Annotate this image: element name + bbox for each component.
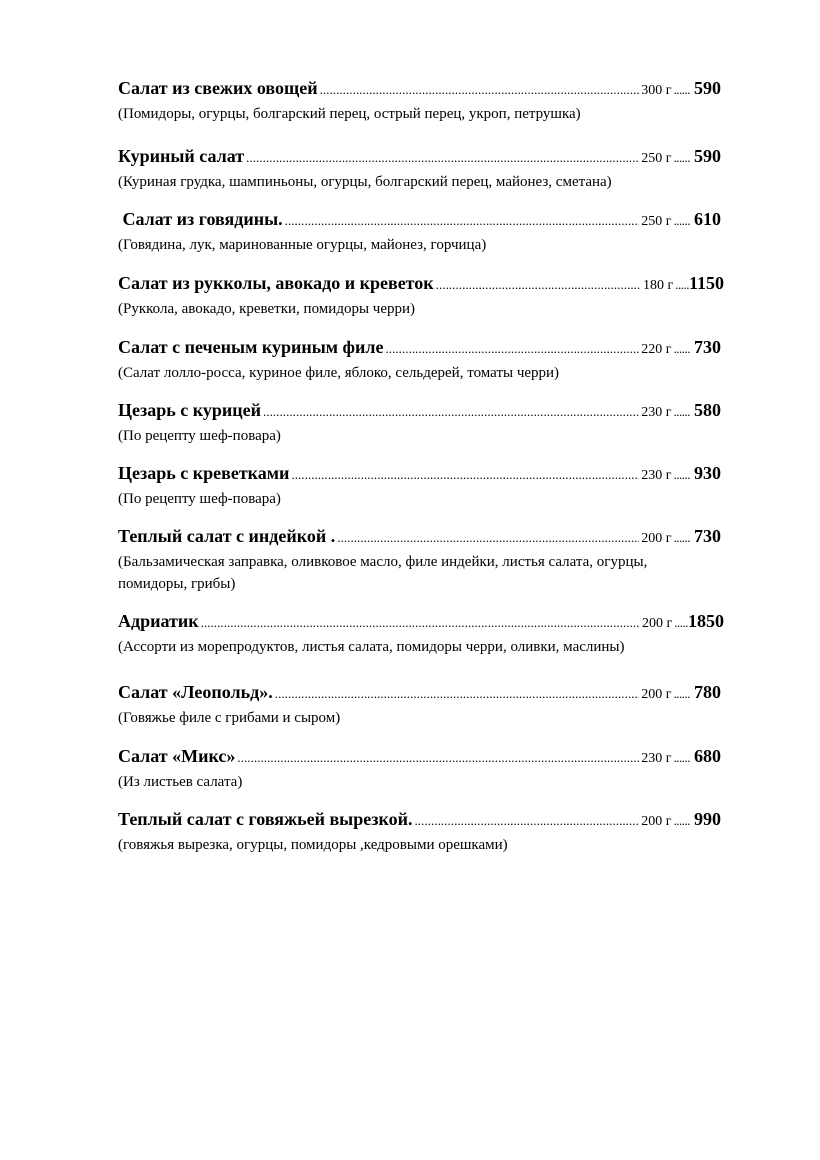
dish-price: 580 xyxy=(694,400,721,420)
dot-leader-short: ..... xyxy=(674,615,688,630)
dish-weight: 230 г xyxy=(641,468,672,483)
dish-price: 730 xyxy=(694,526,721,546)
menu-item-line xyxy=(118,682,724,706)
dish-weight: 180 г xyxy=(642,278,674,293)
dot-leader-short: ...... xyxy=(673,213,690,228)
menu-item-line xyxy=(118,463,724,487)
menu-item-line xyxy=(118,78,724,102)
dish-name: Салат из свежих овощей xyxy=(118,78,318,98)
dish-price: 590 xyxy=(694,146,721,166)
menu-item xyxy=(118,78,724,125)
dot-leader-short: ...... xyxy=(673,404,690,419)
dot-leader xyxy=(436,277,641,293)
menu-item-line xyxy=(118,746,724,770)
dot-leader xyxy=(246,150,639,166)
menu-item-line xyxy=(118,400,724,424)
menu-item-line xyxy=(118,809,724,833)
dish-weight: 250 г xyxy=(641,151,672,166)
dish-name: Адриатик xyxy=(118,611,199,631)
menu-item xyxy=(118,682,724,729)
dot-leader-short: ...... xyxy=(673,750,690,765)
dish-price: 730 xyxy=(694,337,721,357)
dish-name: Салат «Микс» xyxy=(118,746,236,766)
dish-description: (Ассорти из морепродуктов, листья салата, помидоры черри, оливки, маслины) xyxy=(118,639,625,655)
menu-item-line xyxy=(118,273,724,297)
menu-item xyxy=(118,611,724,658)
menu-item xyxy=(118,746,724,793)
dish-weight: 300 г xyxy=(641,83,672,98)
dish-name: Цезарь с курицей xyxy=(118,400,261,420)
dish-price: 780 xyxy=(694,682,721,702)
dish-weight: 250 г xyxy=(641,214,672,229)
dish-description: (Говяжье филе с грибами и сыром) xyxy=(118,710,341,726)
dish-description: (говяжья вырезка, огурцы, помидоры ,кедровыми орешками) xyxy=(118,837,508,853)
dish-price: 1150 xyxy=(688,273,724,293)
menu-item xyxy=(118,400,724,447)
dot-leader xyxy=(291,467,639,483)
menu-item-line xyxy=(118,526,724,550)
dish-price: 930 xyxy=(694,463,721,483)
dish-description: (Помидоры, огурцы, болгарский перец, острый перец, укроп, петрушка) xyxy=(118,106,581,122)
menu-item-line xyxy=(118,611,724,635)
dish-name: Теплый салат с говяжьей вырезкой. xyxy=(118,809,413,829)
dot-leader xyxy=(285,213,640,229)
dish-name: Куриный салат xyxy=(118,146,245,166)
dot-leader-short: ...... xyxy=(673,686,690,701)
menu-item xyxy=(118,273,724,320)
menu-item xyxy=(118,146,724,193)
dot-leader xyxy=(414,813,639,829)
dot-leader-short: ...... xyxy=(673,150,690,165)
menu-item xyxy=(118,209,724,256)
dot-leader-short: ...... xyxy=(673,467,690,482)
menu-item xyxy=(118,526,724,595)
dot-leader-short: ...... xyxy=(673,530,690,545)
dish-name: Салат из рукколы, авокадо и креветок xyxy=(118,273,434,293)
dish-price: 590 xyxy=(694,78,721,98)
menu-item-line xyxy=(118,337,724,361)
dot-leader xyxy=(320,82,640,98)
dish-weight: 230 г xyxy=(641,751,672,766)
menu-item-line xyxy=(118,146,724,170)
menu-item-line xyxy=(118,209,724,233)
dot-leader-short: ...... xyxy=(673,82,690,97)
dot-leader xyxy=(201,615,640,631)
dish-description: (По рецепту шеф-повара) xyxy=(118,428,281,444)
dot-leader xyxy=(263,404,639,420)
dot-leader-short: ..... xyxy=(675,277,689,292)
dish-price: 680 xyxy=(694,746,721,766)
dish-description: (Из листьев салата) xyxy=(118,774,243,790)
dish-weight: 220 г xyxy=(641,342,672,357)
menu-item xyxy=(118,337,724,384)
dish-name: Цезарь с креветками xyxy=(118,463,290,483)
dish-description: (Куриная грудка, шампиньоны, огурцы, болгарский перец, майонез, сметана) xyxy=(118,174,612,190)
dish-description: (Бальзамическая заправка, оливковое масло, филе индейки, листья салата, огурцы, помидоры, грибы) xyxy=(118,554,648,592)
dish-name: Теплый салат с индейкой . xyxy=(118,526,336,546)
dish-description: (Руккола, авокадо, креветки, помидоры черри) xyxy=(118,301,415,317)
dot-leader xyxy=(385,341,639,357)
dish-description: (Говядина, лук, маринованные огурцы, майонез, горчица) xyxy=(118,237,487,253)
dish-name: Салат из говядины. xyxy=(118,209,283,229)
dish-price: 990 xyxy=(694,809,721,829)
dot-leader-short: ...... xyxy=(673,813,690,828)
menu-item xyxy=(118,463,724,510)
menu-item xyxy=(118,809,724,856)
dish-description: (По рецепту шеф-повара) xyxy=(118,491,281,507)
dot-leader xyxy=(275,686,639,702)
dish-weight: 200 г xyxy=(641,814,672,829)
dot-leader-short: ...... xyxy=(673,341,690,356)
dish-weight: 200 г xyxy=(641,687,672,702)
dish-weight: 200 г xyxy=(641,531,672,546)
dot-leader xyxy=(237,750,639,766)
dish-price: 610 xyxy=(694,209,721,229)
dot-leader xyxy=(337,530,639,546)
dish-name: Салат «Леопольд». xyxy=(118,682,273,702)
dish-weight: 230 г xyxy=(641,405,672,420)
dish-weight: 200 г xyxy=(642,616,673,631)
dish-name: Салат с печеным куриным филе xyxy=(118,337,384,357)
dish-description: (Салат лолло-росса, куриное филе, яблоко, сельдерей, томаты черри) xyxy=(118,365,560,381)
dish-price: 1850 xyxy=(688,611,724,631)
